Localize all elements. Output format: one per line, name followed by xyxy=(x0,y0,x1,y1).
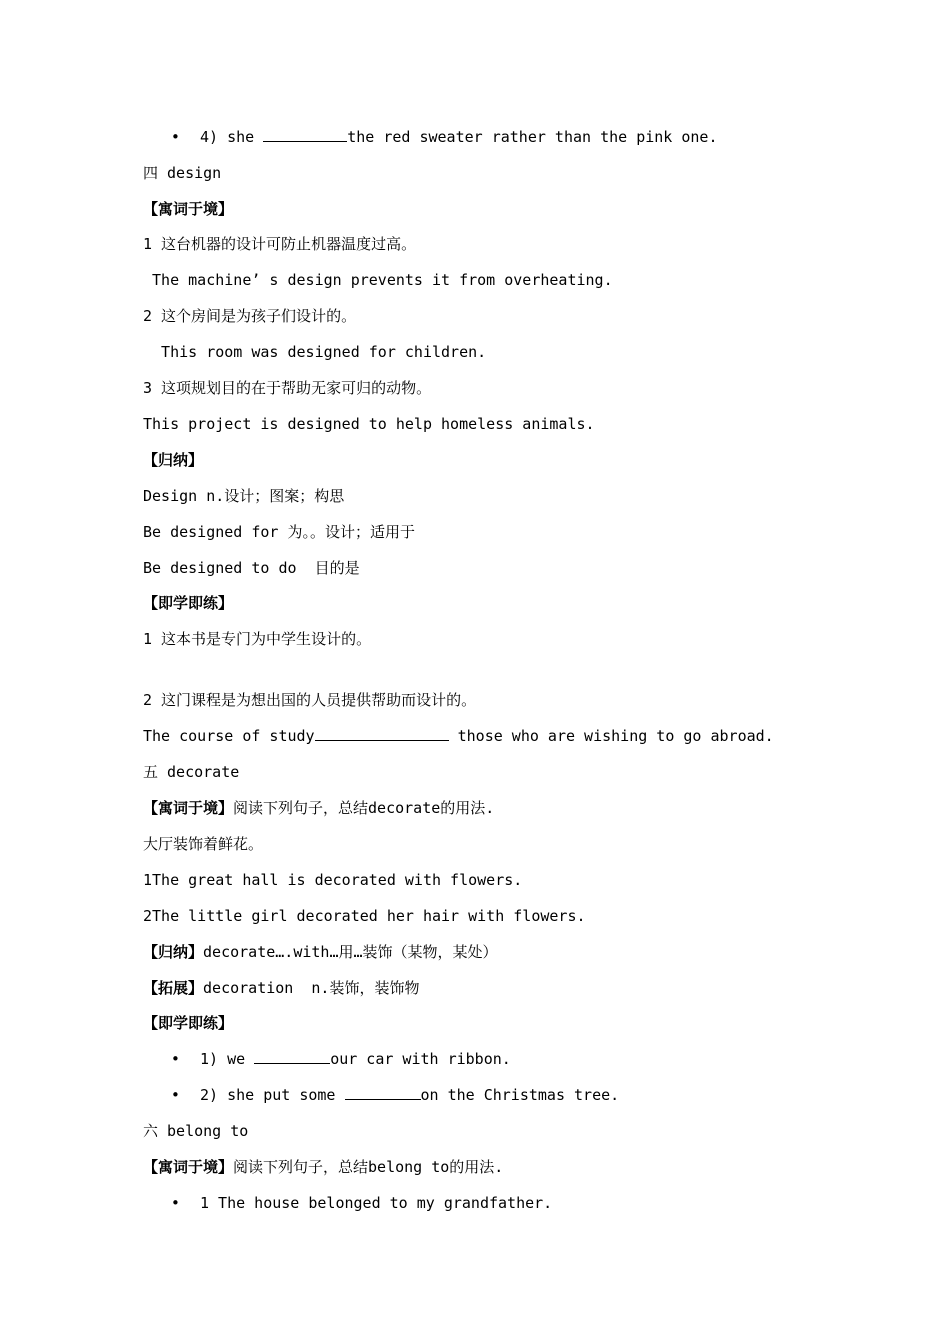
section4-practice-2: 2 这门课程是为想出国的人员提供帮助而设计的。 xyxy=(143,691,477,709)
p3-suffix: those who are wishing to go abroad. xyxy=(448,727,774,745)
section5-example-2: 2The little girl decorated her hair with flowers. xyxy=(143,907,586,925)
q4-suffix: the red sweater rather than the pink one. xyxy=(347,128,718,146)
section4-example-2-cn: 2 这个房间是为孩子们设计的。 xyxy=(143,307,357,325)
section5-context-text: 阅读下列句子，总结decorate的用法. xyxy=(233,799,495,817)
p3-blank[interactable] xyxy=(315,726,449,741)
s5q1-blank[interactable] xyxy=(254,1049,330,1064)
section4-summary-1: Design n.设计；图案；构思 xyxy=(143,487,345,505)
section5-context xyxy=(143,797,494,819)
section4-example-1-en: The machine’ s design prevents it from overheating. xyxy=(143,271,613,289)
section5-practice-title: 【即学即练】 xyxy=(143,1014,234,1032)
section5-summary-title: 【归纳】 xyxy=(143,943,204,961)
section5-heading: 五 decorate xyxy=(143,763,240,781)
s5q1-suffix: our car with ribbon. xyxy=(330,1050,511,1068)
section4-example-3-cn: 3 这项规划目的在于帮助无家可归的动物。 xyxy=(143,379,432,397)
section4-example-2-en: This room was designed for children. xyxy=(143,343,487,361)
section5-question-1 xyxy=(200,1048,511,1070)
section5-question-2 xyxy=(200,1084,619,1106)
section6-context xyxy=(143,1156,503,1178)
section4-practice-title: 【即学即练】 xyxy=(143,594,234,612)
section4-question-4 xyxy=(200,126,717,148)
section4-practice-1: 1 这本书是专门为中学生设计的。 xyxy=(143,630,372,648)
section5-extend-title: 【拓展】 xyxy=(143,979,204,997)
section4-summary-3: Be designed to do 目的是 xyxy=(143,559,360,577)
section4-context-title: 【寓词于境】 xyxy=(143,200,234,218)
section4-practice-2-en xyxy=(143,725,774,747)
section5-extend xyxy=(143,977,419,999)
section4-heading: 四 design xyxy=(143,164,222,182)
section5-example-cn: 大厅装饰着鲜花。 xyxy=(143,835,264,853)
section4-summary-title: 【归纳】 xyxy=(143,451,204,469)
section5-extend-text: decoration n.装饰，装饰物 xyxy=(203,979,420,997)
q4-prefix: 4) she xyxy=(200,128,264,146)
section5-context-title: 【寓词于境】 xyxy=(143,799,234,817)
section6-heading: 六 belong to xyxy=(143,1122,249,1140)
section6-example-1: • 1 The house belonged to my grandfather. xyxy=(200,1192,552,1214)
section5-summary xyxy=(143,941,498,963)
s5q1-prefix: 1) we xyxy=(200,1050,255,1068)
section5-example-1: 1The great hall is decorated with flowers. xyxy=(143,871,523,889)
section4-summary-2: Be designed for 为。。设计；适用于 xyxy=(143,523,415,541)
p3-prefix: The course of study xyxy=(143,727,315,745)
s5q2-blank[interactable] xyxy=(345,1085,421,1100)
q4-blank[interactable] xyxy=(263,127,347,142)
s5q2-suffix: on the Christmas tree. xyxy=(420,1086,620,1104)
section6-context-text: 阅读下列句子，总结belong to的用法. xyxy=(233,1158,504,1176)
section6-context-title: 【寓词于境】 xyxy=(143,1158,234,1176)
section4-example-3-en: This project is designed to help homeless animals. xyxy=(143,415,595,433)
section4-example-1-cn: 1 这台机器的设计可防止机器温度过高。 xyxy=(143,235,417,253)
section5-summary-text: decorate….with…用…装饰（某物，某处） xyxy=(203,943,498,961)
s5q2-prefix: 2) she put some xyxy=(200,1086,345,1104)
